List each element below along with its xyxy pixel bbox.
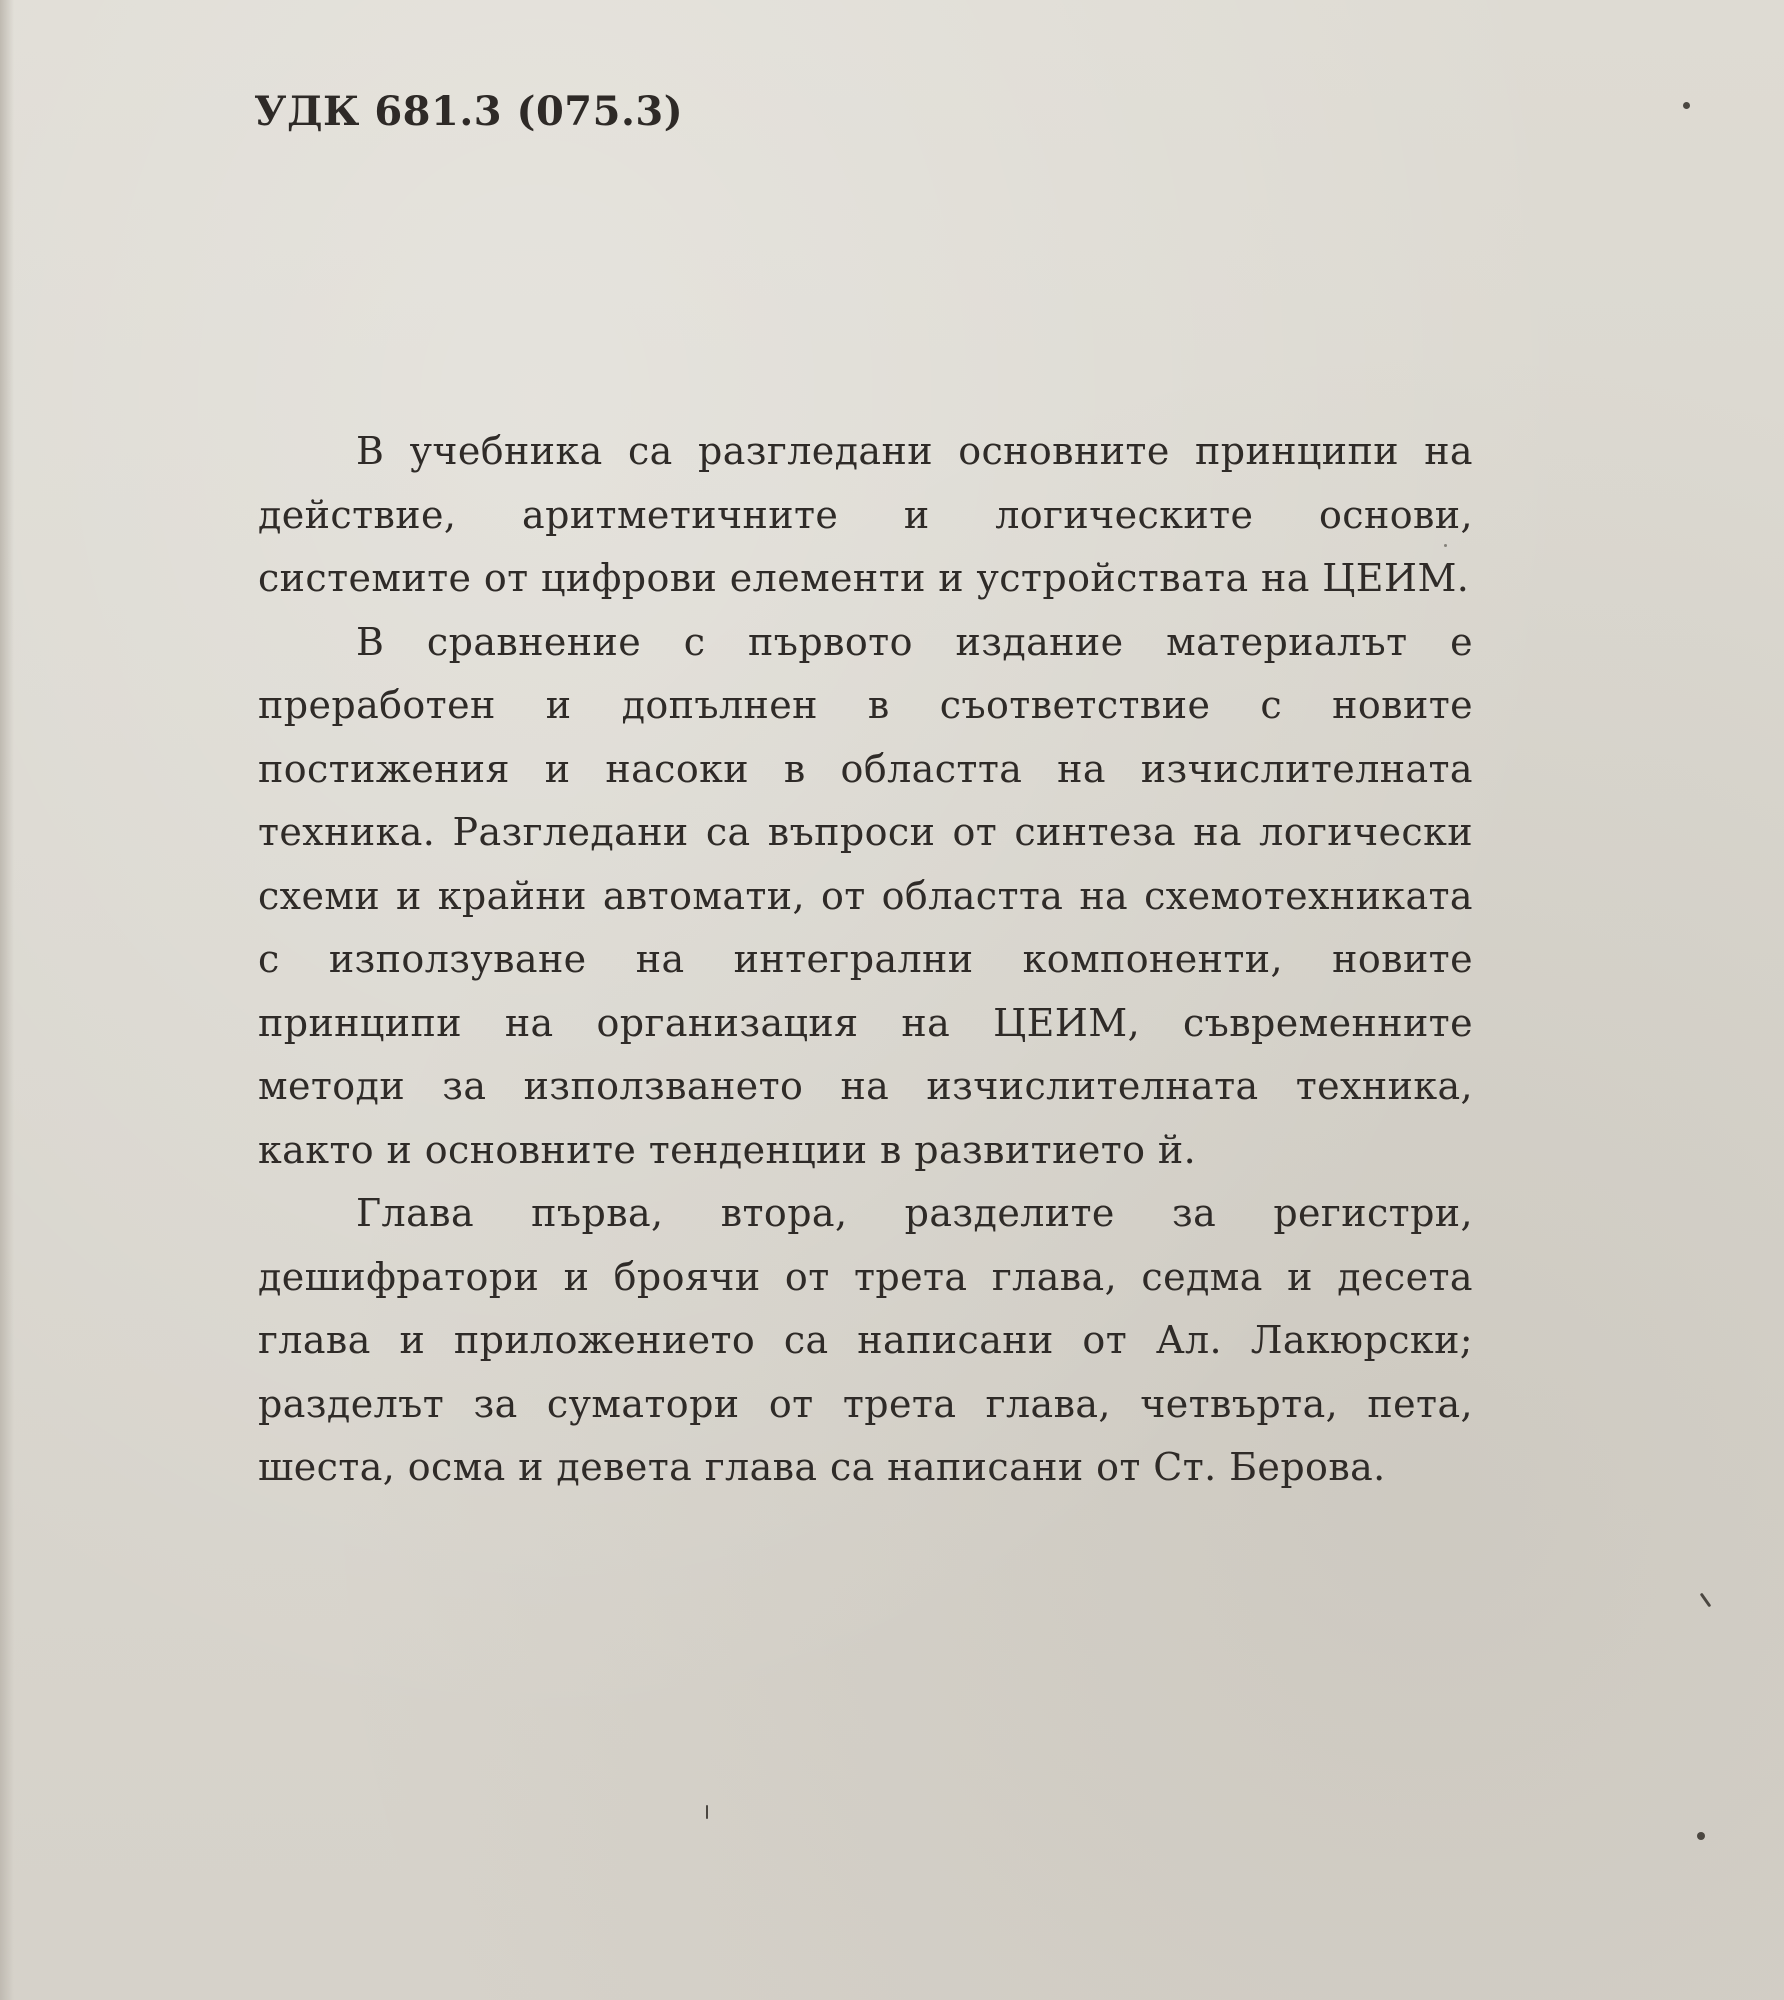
paragraph: Глава първа, втора, разделите за регистри, дешифратори и броячи от трета глава, седма и десета глава и приложението са написани от Ал. Лакюрски; разделът за суматори от трета глава, четвърта, пета, шеста, осма и девета глава са написани от Ст. Берова.	[258, 1191, 1473, 1489]
paragraph: В сравнение с първото издание материалът е преработен и допълнен в съответствие с новите постижения и насоки в областта на изчислителната техника. Разгледани са въпроси от синтеза на логически схеми и крайни автомати, от областта на схемотехниката с използуване на интегрални компоненти, новите принципи на организация на ЦЕИМ, съвременните методи за използването на изчислителната техника, както и основните тенденции в развитието й.	[258, 619, 1473, 1172]
paper-speck	[706, 1805, 708, 1819]
paper-speck	[1697, 1832, 1705, 1840]
paper-speck	[1700, 1593, 1712, 1608]
udk-classification: УДК 681.3 (075.3)	[254, 88, 684, 135]
page-edge-shadow	[0, 0, 14, 2000]
paper-speck	[1683, 102, 1690, 109]
paragraph: В учебника са разгледани основните принципи на действие, аритметичните и логическите основи, системите от цифрови елементи и устройствата на ЦЕИМ.	[258, 429, 1473, 600]
body-text	[258, 420, 1473, 1500]
